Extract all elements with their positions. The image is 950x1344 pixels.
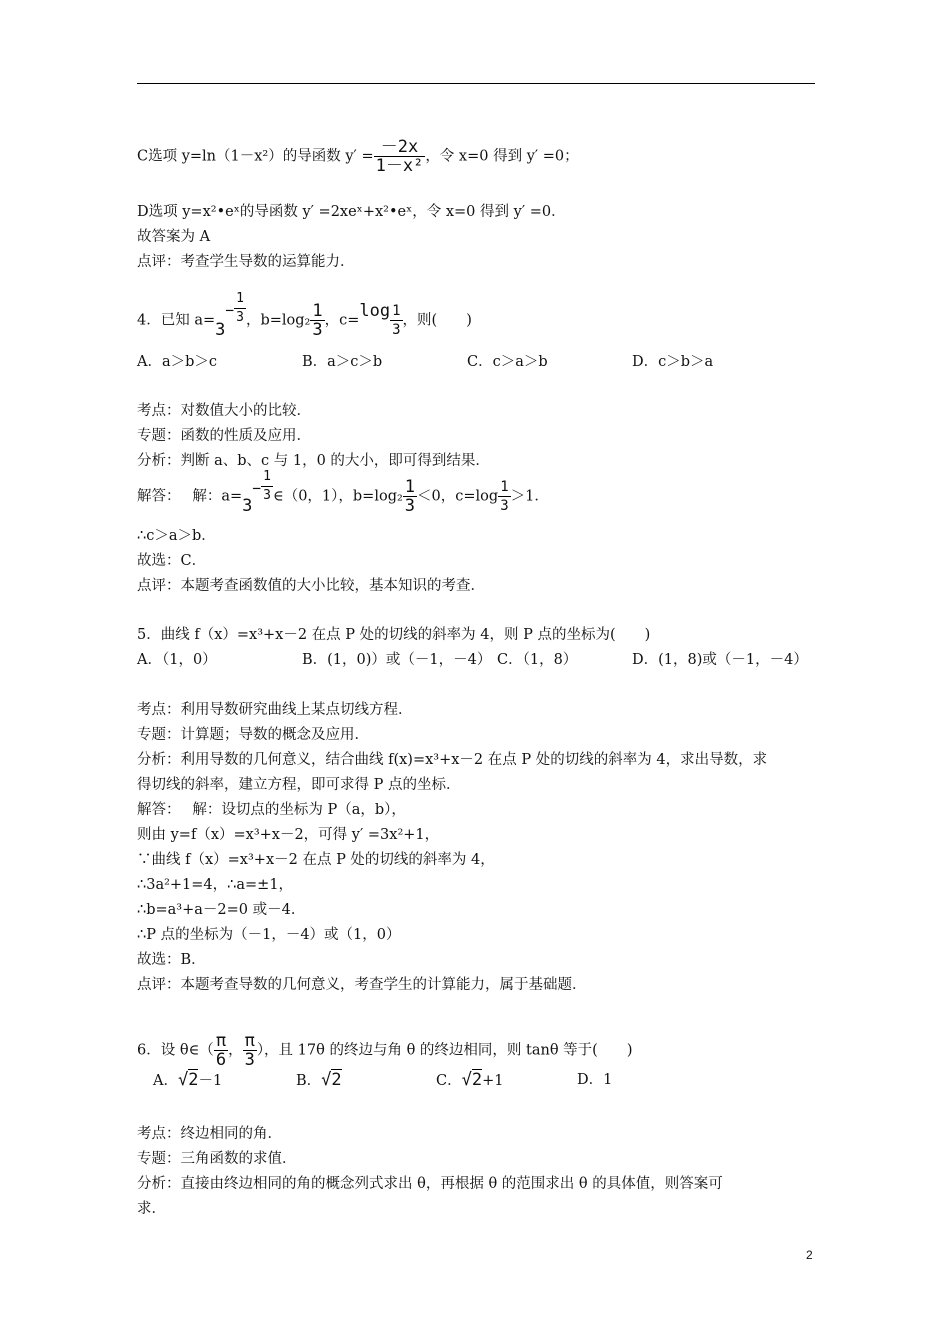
q5-stem: 5．曲线 f（x）=x³+x－2 在点 P 处的切线的斜率为 4，则 P 点的坐标为( )	[137, 627, 651, 643]
q4-choice: 故选：C．	[137, 553, 207, 569]
q4-option-c: C．c＞a＞b	[467, 354, 548, 370]
q5-kaodian: 考点：利用导数研究曲线上某点切线方程．	[137, 702, 413, 718]
q6-stem: 6．设 θ∈（ $\frac{\pi}{6}$ ， $\frac{\pi}{3}$ ），且 17θ 的终边与角 θ 的终边相同，则 tanθ 等于( )	[137, 1031, 633, 1070]
q4-zhuanti: 专题：函数的性质及应用．	[137, 428, 311, 444]
q3-answer: 故答案为 A	[137, 229, 211, 245]
q5-fenxi-2: 得切线的斜率，建立方程，即可求得 P 点的坐标．	[137, 777, 461, 793]
q5-step-3: ∴3a²+1=4，∴a=±1，	[137, 877, 294, 893]
c-option-line: C选项 y=ln（1－x²）的导函数 y′ = $\frac{-2x}{\text{1－x²}}$ ，令 x=0 得到 y′ =0；	[137, 137, 579, 176]
q6-fenxi-1: 分析：直接由终边相同的角的概念列式求出 θ，再根据 θ 的范围求出 θ 的具体值，则答案可	[137, 1176, 723, 1192]
q5-step-2: ∵曲线 f（x）=x³+x－2 在点 P 处的切线的斜率为 4，	[137, 852, 495, 868]
q5-option-d: D．(1，8)或（－1，－4）	[632, 652, 808, 668]
q4-jieda: 解答： 解：a=3− $\frac{1}{3}$ ∈（0，1），b=log₂ $\frac{1}{3}$ ＜0，c=log $\frac{1}{3}$ ＞1．	[137, 469, 549, 516]
q4-option-a: A．a＞b＞c	[137, 354, 218, 370]
q6-zhuanti: 专题：三角函数的求值．	[137, 1151, 297, 1167]
q4-conclusion: ∴c＞a＞b．	[137, 528, 216, 544]
q5-jieda: 解答： 解：设切点的坐标为 P（a，b），	[137, 802, 406, 818]
q6-option-d: D．1	[577, 1072, 613, 1088]
q5-option-c: C．（1，8）	[497, 652, 578, 668]
q6-option-c: C．√2+1	[436, 1070, 504, 1090]
q5-zhuanti: 专题：计算题；导数的概念及应用．	[137, 727, 369, 743]
q5-option-b: B．(1，0)）或（－1，－4）	[302, 652, 492, 668]
q5-step-5: ∴P 点的坐标为（－1，－4）或（1，0）	[137, 927, 401, 943]
q5-comment: 点评：本题考查导数的几何意义，考查学生的计算能力，属于基础题．	[137, 977, 587, 993]
header-rule	[137, 83, 815, 84]
q5-choice: 故选：B．	[137, 952, 206, 968]
q4-option-b: B．a＞c＞b	[302, 354, 383, 370]
q4-option-d: D．c＞b＞a	[632, 354, 714, 370]
q6-fenxi-2: 求．	[137, 1201, 166, 1217]
q4-comment: 点评：本题考查函数值的大小比较，基本知识的考查．	[137, 578, 485, 594]
page-number: 2	[806, 1248, 813, 1262]
q4-stem: 4．已知 a=3− $\frac{1}{3}$ ，b=log₂ $\frac{1}{3}$ ，c=log $\frac{1}{3}$ ，则( )	[137, 291, 472, 340]
q5-step-1: 则由 y=f（x）=x³+x－2，可得 y′ =3x²+1，	[137, 827, 440, 843]
q5-option-a: A．（1，0）	[137, 652, 217, 668]
q5-step-4: ∴b=a³+a－2=0 或－4．	[137, 902, 306, 918]
q4-kaodian: 考点：对数值大小的比较．	[137, 403, 311, 419]
d-option-line: D选项 y=x²•eˣ的导函数 y′ =2xeˣ+x²•eˣ，令 x=0 得到 y′ =0．	[137, 204, 566, 220]
q6-kaodian: 考点：终边相同的角．	[137, 1126, 282, 1142]
q5-fenxi-1: 分析：利用导数的几何意义，结合曲线 f(x)=x³+x－2 在点 P 处的切线的斜率为 4，求出导数，求	[137, 752, 768, 768]
q6-option-a: A．√2－1	[153, 1070, 223, 1090]
q6-option-b: B．√2	[296, 1070, 342, 1090]
derivative-fraction: $\frac{-2x}{\text{1－x²}}$	[375, 137, 424, 176]
q4-fenxi: 分析：判断 a、b、c 与 1，0 的大小，即可得到结果．	[137, 453, 490, 469]
q3-comment: 点评：考查学生导数的运算能力．	[137, 254, 355, 270]
